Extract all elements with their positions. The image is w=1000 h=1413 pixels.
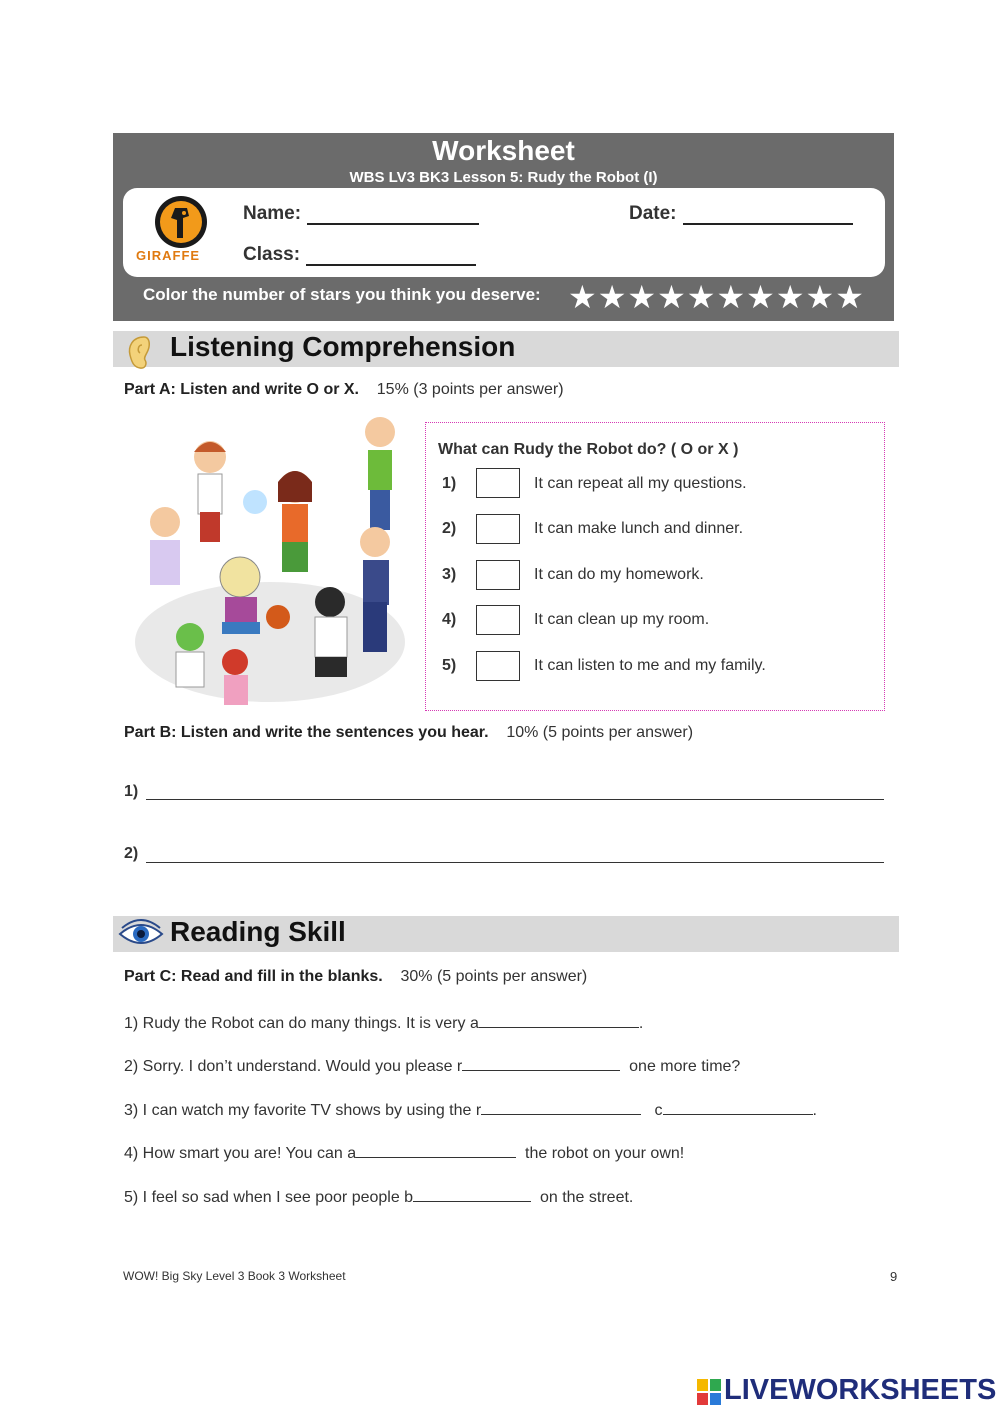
part-b-number-1: 1) bbox=[124, 783, 139, 800]
item-text: It can do my homework. bbox=[534, 566, 704, 583]
worksheet-title: Worksheet bbox=[432, 135, 575, 166]
date-row bbox=[629, 203, 853, 225]
worksheet-header bbox=[113, 133, 894, 321]
name-field[interactable] bbox=[307, 205, 479, 225]
list-item bbox=[442, 520, 456, 538]
item-number: 3) bbox=[442, 566, 457, 583]
answer-box-1[interactable] bbox=[476, 468, 520, 498]
question-box bbox=[425, 422, 885, 711]
sentence-3-mid: c bbox=[654, 1102, 663, 1119]
class-field[interactable] bbox=[306, 246, 476, 266]
sentence-2-end: one more time? bbox=[629, 1058, 741, 1075]
blank-4[interactable] bbox=[356, 1141, 516, 1158]
question-title: What can Rudy the Robot do? ( O or X ) bbox=[438, 441, 739, 458]
list-item bbox=[442, 611, 456, 629]
worksheet-subtitle: WBS LV3 BK3 Lesson 5: Rudy the Robot (I) bbox=[349, 169, 658, 186]
sentence-3-start: 3) I can watch my favorite TV shows by using the r bbox=[124, 1102, 482, 1119]
list-item bbox=[442, 566, 456, 584]
footer-text: WOW! Big Sky Level 3 Book 3 Worksheet bbox=[123, 1269, 346, 1283]
name-row bbox=[243, 203, 479, 225]
list-item bbox=[442, 657, 456, 675]
sentence-2-start: 2) Sorry. I don’t understand. Would you please r bbox=[124, 1058, 463, 1075]
answer-box-2[interactable] bbox=[476, 514, 520, 544]
part-a-points: 15% (3 points per answer) bbox=[376, 381, 564, 398]
date-label: Date: bbox=[629, 203, 677, 224]
blank-2[interactable] bbox=[462, 1054, 620, 1071]
blank-3b[interactable] bbox=[663, 1098, 813, 1115]
part-b-instruction bbox=[124, 724, 693, 742]
sentence-1 bbox=[124, 1011, 643, 1033]
sentence-1-start: 1) Rudy the Robot can do many things. It is very a bbox=[124, 1015, 479, 1032]
item-number: 5) bbox=[442, 657, 457, 674]
item-number: 1) bbox=[442, 475, 457, 492]
item-number: 4) bbox=[442, 611, 457, 628]
part-b-points: 10% (5 points per answer) bbox=[506, 724, 694, 741]
answer-box-3[interactable] bbox=[476, 560, 520, 590]
sentence-4-start: 4) How smart you are! You can a bbox=[124, 1145, 357, 1162]
part-c-points: 30% (5 points per answer) bbox=[400, 968, 588, 985]
blank-1[interactable] bbox=[479, 1011, 639, 1028]
sentence-2 bbox=[124, 1054, 740, 1076]
part-a-label: Part A: Listen and write O or X. bbox=[124, 381, 359, 398]
logo-wordmark: GIRAFFE bbox=[136, 248, 201, 263]
stars-prompt: Color the number of stars you think you deserve: bbox=[143, 285, 541, 304]
part-c-label: Part C: Read and fill in the blanks. bbox=[124, 968, 383, 985]
part-b-label: Part B: Listen and write the sentences you hear. bbox=[124, 724, 489, 741]
part-a-instruction bbox=[124, 381, 564, 399]
answer-box-5[interactable] bbox=[476, 651, 520, 681]
item-number: 2) bbox=[442, 520, 457, 537]
blank-3a[interactable] bbox=[481, 1098, 641, 1115]
liveworksheets-logo-icon bbox=[697, 1379, 721, 1405]
page-number: 9 bbox=[890, 1269, 898, 1284]
blank-5[interactable] bbox=[413, 1185, 531, 1202]
item-text: It can repeat all my questions. bbox=[534, 475, 747, 492]
liveworksheets-brand[interactable]: LIVEWORKSHEETS bbox=[724, 1374, 997, 1406]
sentence-5-end: on the street. bbox=[539, 1189, 634, 1206]
listening-title: Listening Comprehension bbox=[170, 331, 516, 362]
sentence-4 bbox=[124, 1141, 684, 1163]
list-item bbox=[442, 475, 456, 493]
part-b-answer-line-2[interactable] bbox=[146, 861, 884, 863]
name-label: Name: bbox=[243, 203, 302, 224]
item-text: It can make lunch and dinner. bbox=[534, 520, 744, 537]
part-c-instruction bbox=[124, 968, 587, 986]
sentence-5 bbox=[124, 1185, 633, 1207]
giraffe-logo bbox=[153, 194, 209, 250]
reading-title: Reading Skill bbox=[170, 916, 346, 947]
sentence-3-end: . bbox=[812, 1102, 817, 1119]
eye-icon bbox=[118, 918, 164, 950]
student-info-box bbox=[123, 188, 885, 277]
ear-icon bbox=[120, 333, 160, 369]
sentence-5-start: 5) I feel so sad when I see poor people b bbox=[124, 1189, 414, 1206]
class-label: Class: bbox=[243, 244, 301, 265]
item-text: It can listen to me and my family. bbox=[534, 657, 766, 674]
date-field[interactable] bbox=[683, 205, 853, 225]
rating-stars[interactable]: ★★★★★★★★★★ bbox=[568, 279, 865, 315]
part-b-number-2: 2) bbox=[124, 845, 139, 862]
children-robot-illustration bbox=[130, 412, 415, 710]
sentence-3 bbox=[124, 1098, 817, 1120]
part-b-answer-line-1[interactable] bbox=[146, 798, 884, 800]
sentence-1-end: . bbox=[638, 1015, 644, 1032]
sentence-4-end: the robot on your own! bbox=[525, 1145, 685, 1162]
item-text: It can clean up my room. bbox=[534, 611, 710, 628]
class-row bbox=[243, 244, 476, 266]
answer-box-4[interactable] bbox=[476, 605, 520, 635]
